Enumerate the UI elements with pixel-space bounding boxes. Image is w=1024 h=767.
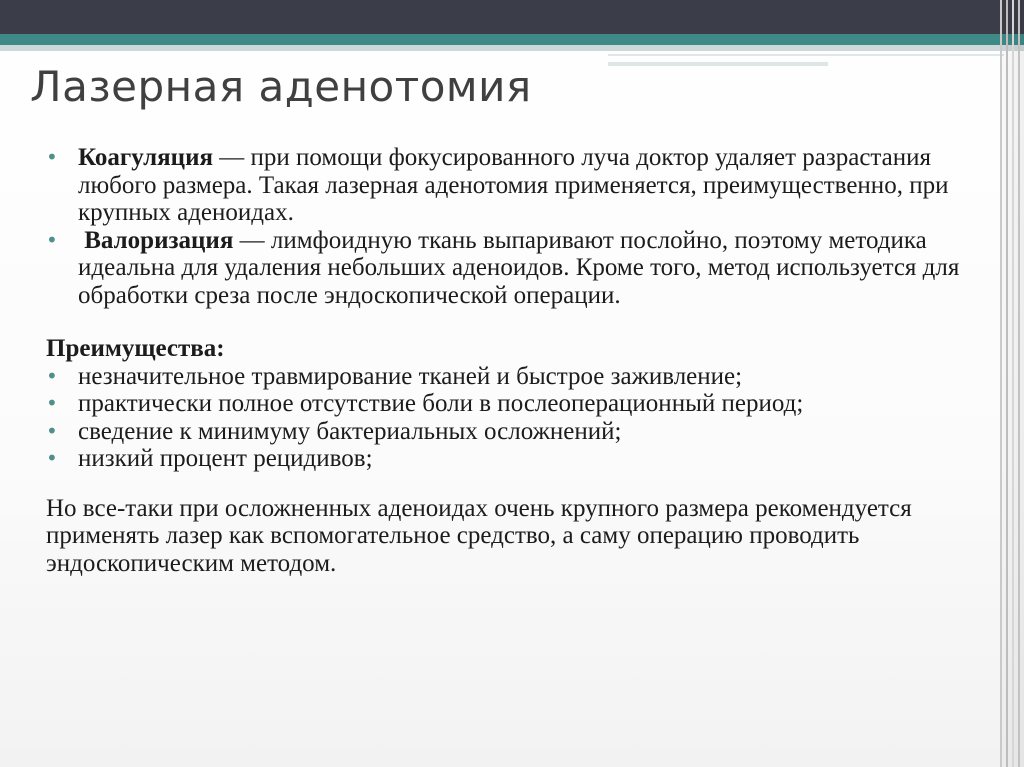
bullet-icon: • bbox=[46, 418, 58, 443]
method-text: — лимфоидную ткань выпаривают послойно, поэтому методика идеальна для удаления небольших аденоидов. Кроме того, метод используется для обработки среза после эндоскопической операции. bbox=[78, 226, 960, 309]
right-edge-stripe bbox=[1006, 0, 1008, 767]
advantage-item bbox=[46, 445, 976, 473]
advantage-item bbox=[46, 363, 976, 391]
advantage-item bbox=[46, 418, 976, 446]
conclusion-paragraph: Но все-таки при осложненных аденоидах очень крупного размера рекомендуется применять лазер как вспомогательное средство, а саму операцию проводить эндоскопическим методом. bbox=[46, 494, 912, 577]
right-edge-stripe bbox=[1018, 0, 1020, 767]
method-term: Коагуляция bbox=[78, 144, 213, 171]
header-band-dark bbox=[0, 0, 1024, 34]
slide-title: Лазерная аденотомия bbox=[30, 62, 532, 111]
method-text: — при помощи фокусированного луча доктор удаляет разрастания любого размера. Такая лазерная аденотомия применяется, преимущественно, при крупных аденоидах. bbox=[78, 144, 949, 226]
advantage-text: сведение к минимуму бактериальных осложнений; bbox=[78, 417, 622, 445]
bullet-icon: • bbox=[46, 227, 58, 252]
bullet-icon: • bbox=[46, 391, 58, 415]
right-edge-stripe bbox=[1012, 0, 1014, 767]
bullet-icon: • bbox=[46, 145, 58, 169]
advantage-text: незначительное травмирование тканей и быстрое заживление; bbox=[78, 362, 743, 390]
decorative-line bbox=[608, 54, 1004, 56]
bullet-icon: • bbox=[46, 446, 58, 470]
decorative-line bbox=[608, 62, 828, 66]
header-band-grey bbox=[0, 45, 1024, 51]
slide-body bbox=[46, 144, 976, 577]
method-term: Валоризация bbox=[84, 226, 234, 254]
method-item bbox=[46, 227, 976, 310]
bullet-icon: • bbox=[46, 363, 58, 388]
header-band-teal bbox=[0, 34, 1024, 45]
method-item bbox=[46, 144, 976, 227]
advantage-text: низкий процент рецидивов; bbox=[78, 445, 373, 472]
right-edge-stripe bbox=[1000, 0, 1002, 767]
advantage-item bbox=[46, 390, 976, 418]
advantage-text: практически полное отсутствие боли в послеоперационный период; bbox=[78, 390, 804, 417]
advantages-heading: Преимущества: bbox=[46, 335, 225, 362]
